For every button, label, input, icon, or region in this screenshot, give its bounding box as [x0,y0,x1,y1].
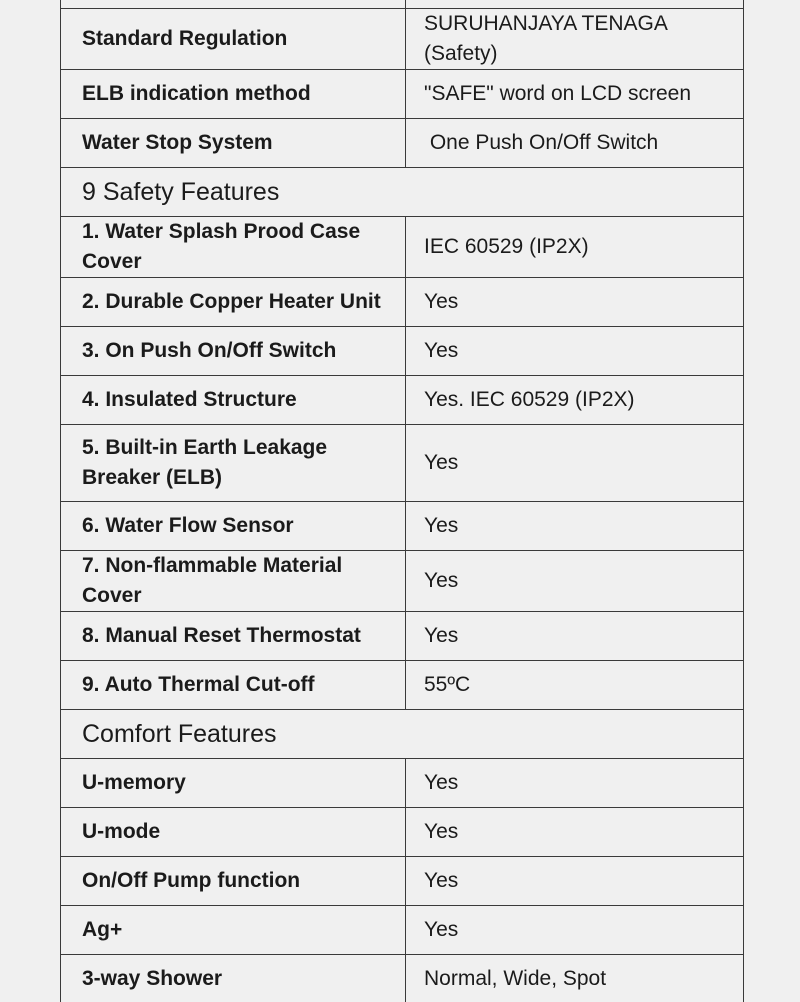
row-value: "SAFE" word on LCD screen [406,70,744,119]
row-label: 4. Insulated Structure [61,376,406,425]
section-header-safety [61,168,744,217]
table-row [61,327,744,376]
row-value: IEC 60529 (IP2X) [406,217,744,278]
table-row [61,808,744,857]
row-value: Yes [406,502,744,551]
table-row [61,70,744,119]
row-value: Yes [406,425,744,502]
row-value: Yes [406,808,744,857]
row-value: Normal, Wide, Spot [406,955,744,1002]
row-label: Ag+ [61,906,406,955]
table-row [61,0,744,9]
table-row [61,857,744,906]
table-row [61,502,744,551]
row-label: ELB indication method [61,70,406,119]
spec-table [60,0,744,1002]
row-value: Yes [406,759,744,808]
table-row [61,119,744,168]
table-row [61,955,744,1002]
row-label: 6. Water Flow Sensor [61,502,406,551]
row-label: 8. Manual Reset Thermostat [61,612,406,661]
row-value: Yes [406,551,744,612]
row-label: 3. On Push On/Off Switch [61,327,406,376]
table-row [61,906,744,955]
row-value: Yes [406,612,744,661]
table-row [61,551,744,612]
row-label: 5. Built-in Earth Leakage Breaker (ELB) [61,425,406,502]
table-row [61,661,744,710]
table-row [61,759,744,808]
row-label: 7. Non-flammable Material Cover [61,551,406,612]
row-value: One Push On/Off Switch [406,119,744,168]
table-row [61,376,744,425]
row-label: 3-way Shower [61,955,406,1002]
row-label [61,0,406,9]
row-value: Yes. IEC 60529 (IP2X) [406,376,744,425]
section-header-comfort [61,710,744,759]
row-value: Yes [406,327,744,376]
row-label: 9. Auto Thermal Cut-off [61,661,406,710]
row-label: U-mode [61,808,406,857]
row-value: Yes [406,906,744,955]
section-title: Comfort Features [61,710,744,759]
row-value: SURUHANJAYA TENAGA (Safety) [406,9,744,70]
table-row [61,425,744,502]
row-label: Water Stop System [61,119,406,168]
row-label: 2. Durable Copper Heater Unit [61,278,406,327]
row-label: Standard Regulation [61,9,406,70]
row-value [406,0,744,9]
row-value: Yes [406,857,744,906]
row-value: 55ºC [406,661,744,710]
table-row [61,217,744,278]
row-label: U-memory [61,759,406,808]
row-label: On/Off Pump function [61,857,406,906]
table-row [61,612,744,661]
row-value: Yes [406,278,744,327]
table-row [61,278,744,327]
row-label: 1. Water Splash Prood Case Cover [61,217,406,278]
table-row [61,9,744,70]
section-title: 9 Safety Features [61,168,744,217]
